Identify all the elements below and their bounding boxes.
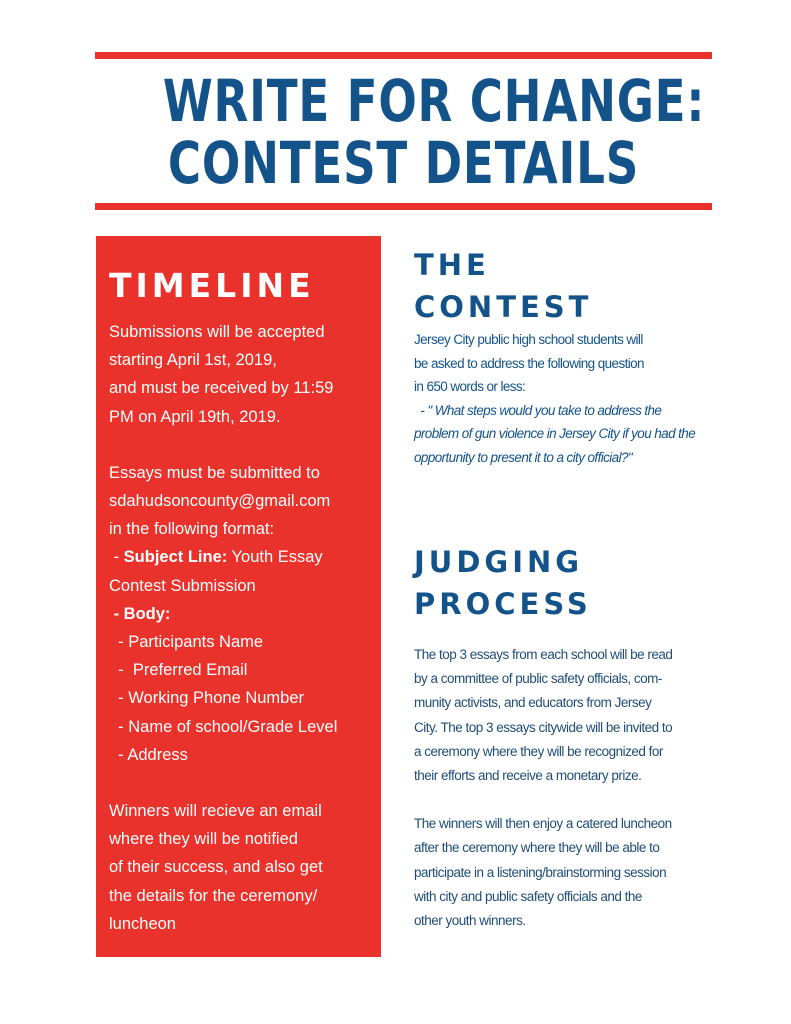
timeline-text-line: luncheon bbox=[109, 914, 176, 933]
judging-text-line: munity activists, and educators from Jersey bbox=[414, 695, 652, 711]
judging-heading-line-2: PROCESS bbox=[414, 587, 592, 621]
body-item: - Preferred Email bbox=[109, 661, 248, 680]
body-item: - Working Phone Number bbox=[109, 689, 305, 708]
timeline-heading: TIMELINE bbox=[109, 266, 315, 305]
contest-heading-line-1: THE bbox=[414, 248, 490, 282]
contest-section bbox=[414, 244, 734, 469]
judging-text-line: The winners will then enjoy a catered luncheon bbox=[414, 816, 672, 832]
judging-section bbox=[414, 541, 734, 933]
contest-text-line: be asked to address the following question bbox=[414, 355, 644, 371]
contest-text-line: in 650 words or less: bbox=[414, 379, 526, 394]
subject-line-label: Subject Line: bbox=[123, 548, 228, 567]
contest-text-line: Jersey City public high school students will bbox=[414, 332, 643, 347]
timeline-text-line: and must be received by 11:59 bbox=[109, 379, 334, 398]
subject-line-value-cont: Contest Submission bbox=[109, 576, 256, 595]
subject-line-row bbox=[109, 543, 381, 571]
contest-question-line: problem of gun violence in Jersey City if you had the bbox=[414, 426, 696, 441]
timeline-text-line: starting April 1st, 2019, bbox=[109, 351, 277, 370]
page-title bbox=[162, 67, 706, 197]
subject-prefix: - bbox=[109, 548, 124, 567]
judging-text-line: with city and public safety officials and the bbox=[414, 888, 642, 904]
timeline-text-line: in the following format: bbox=[109, 520, 275, 539]
timeline-panel bbox=[96, 236, 381, 957]
body-item: - Name of school/Grade Level bbox=[109, 717, 338, 736]
contest-body bbox=[414, 328, 734, 469]
timeline-text-line: the details for the ceremony/ bbox=[109, 886, 318, 905]
judging-text-line: a ceremony where they will be recognized for bbox=[414, 743, 663, 759]
judging-text-line: participate in a listening/brainstorming session bbox=[414, 864, 667, 880]
judging-heading bbox=[414, 541, 734, 625]
timeline-text-line: Submissions will be accepted bbox=[109, 323, 325, 341]
top-red-rule bbox=[95, 52, 712, 59]
judging-text-line: by a committee of public safety officials, com- bbox=[414, 671, 662, 687]
submission-email: sdahudsoncounty@gmail.com bbox=[109, 492, 331, 511]
judging-text-line: after the ceremony where they will be able to bbox=[414, 840, 660, 856]
timeline-text-line: where they will be notified bbox=[109, 830, 298, 849]
title-line-1: WRITE FOR CHANGE: bbox=[162, 67, 706, 135]
timeline-text-line: PM on April 19th, 2019. bbox=[109, 407, 281, 426]
contest-heading-line-2: CONTEST bbox=[414, 290, 593, 324]
contest-heading bbox=[414, 244, 734, 328]
title-line-2: CONTEST DETAILS bbox=[167, 129, 640, 197]
judging-heading-line-1: JUDGING bbox=[414, 545, 584, 579]
timeline-text-line: of their success, and also get bbox=[109, 858, 323, 877]
judging-text-line: other youth winners. bbox=[414, 913, 526, 929]
timeline-text-line: Essays must be submitted to bbox=[109, 463, 320, 482]
body-label: - Body: bbox=[109, 604, 171, 623]
body-item: - Address bbox=[109, 745, 188, 764]
contest-question-line: - " What steps would you take to address the bbox=[414, 402, 662, 418]
judging-text-line: City. The top 3 essays citywide will be invited to bbox=[414, 719, 673, 735]
contest-question-line: opportunity to present it to a city official?" bbox=[414, 449, 633, 465]
judging-text-line: The top 3 essays from each school will be read bbox=[414, 647, 673, 662]
judging-text-line: their efforts and receive a monetary prize. bbox=[414, 768, 642, 784]
timeline-text-line: Winners will recieve an email bbox=[109, 802, 322, 821]
subject-line-value: Youth Essay bbox=[227, 548, 323, 567]
judging-body bbox=[414, 643, 734, 933]
bottom-red-rule bbox=[95, 203, 712, 210]
body-item: - Participants Name bbox=[109, 633, 264, 652]
